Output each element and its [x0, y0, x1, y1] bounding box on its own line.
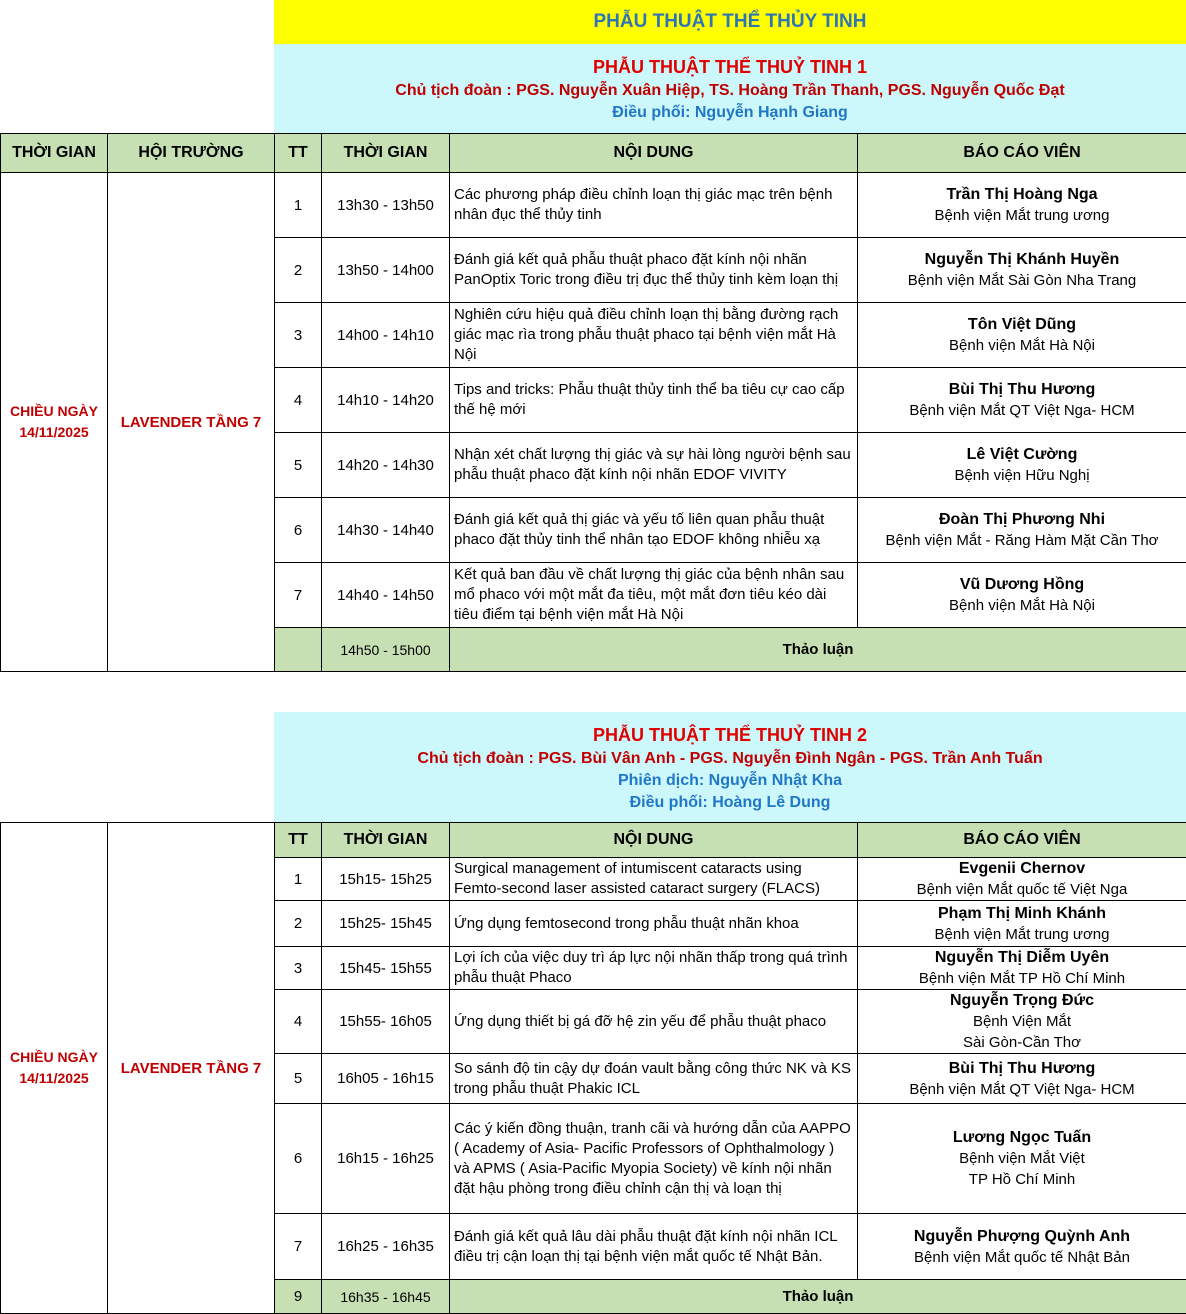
speaker-name: Phạm Thị Minh Khánh — [938, 904, 1106, 922]
col-header-time: THỜI GIAN — [1, 134, 108, 173]
row-time: 14h30 - 14h40 — [322, 498, 450, 563]
row-speaker — [858, 498, 1186, 563]
speaker-org: Sài Gòn-Cần Thơ — [963, 1034, 1081, 1051]
table-header-row — [1, 823, 1186, 858]
row-content: Kết quả ban đầu về chất lượng thị giác của bệnh nhân sau mổ phaco với một mắt đa tiêu, một mắt đơn tiêu kéo dài tiêu điểm tại bệnh viện mắt Hà Nội — [450, 563, 858, 628]
row-content: Ứng dụng femtosecond trong phẫu thuật nhãn khoa — [450, 901, 858, 947]
session-hall: LAVENDER TẦNG 7 — [108, 173, 275, 672]
row-number: 7 — [275, 563, 322, 628]
col-header-speaker: BÁO CÁO VIÊN — [858, 823, 1186, 858]
row-speaker — [858, 173, 1186, 238]
speaker-org: Bệnh viện Mắt trung ương — [934, 925, 1110, 943]
row-number: 6 — [275, 1104, 322, 1214]
row-time: 14h00 - 14h10 — [322, 303, 450, 368]
row-time: 14h40 - 14h50 — [322, 563, 450, 628]
speaker-org: Bệnh viện Mắt - Răng Hàm Mặt Cần Thơ — [885, 532, 1159, 549]
row-speaker — [858, 947, 1186, 990]
row-content: Lợi ích của việc duy trì áp lực nội nhãn thấp trong quá trình phẫu thuật Phaco — [450, 947, 858, 990]
row-content: Ứng dụng thiết bị gá đỡ hệ zin yếu để phẫu thuật phaco — [450, 990, 858, 1054]
session2-header — [274, 712, 1186, 822]
col-header-hall: HỘI TRƯỜNG — [108, 134, 275, 173]
col-header-time2: THỜI GIAN — [322, 134, 450, 173]
row-time: 14h10 - 14h20 — [322, 368, 450, 433]
row-number: 4 — [275, 368, 322, 433]
row-number: 7 — [275, 1214, 322, 1280]
speaker-name: Lương Ngọc Tuấn — [952, 1129, 1092, 1146]
row-content: Surgical management of intumiscent cataracts using Femto-second laser assisted cataract surgery (FLACS) — [450, 858, 858, 901]
col-header-tt: TT — [275, 823, 322, 858]
table-row — [1, 173, 1186, 238]
row-time: 14h20 - 14h30 — [322, 433, 450, 498]
session2-coordinator: Điều phối: Hoàng Lê Dung — [629, 794, 831, 811]
session1-coordinator: Điều phối: Nguyễn Hạnh Giang — [612, 104, 848, 121]
session1-title: PHẪU THUẬT THỂ THUỶ TINH 1 — [593, 57, 867, 77]
speaker-org: Bệnh viện Mắt quốc tế Việt Nga — [916, 881, 1128, 898]
speaker-org: Bệnh viện Mắt QT Việt Nga- HCM — [909, 402, 1135, 419]
session2-table — [0, 822, 1186, 1314]
speaker-org: Bệnh viện Mắt Hà Nội — [949, 337, 1095, 354]
session1-chair: Chủ tịch đoàn : PGS. Nguyễn Xuân Hiệp, TS. Hoàng Trần Thanh, PGS. Nguyễn Quốc Đạt — [395, 82, 1065, 99]
row-number: 5 — [275, 433, 322, 498]
speaker-name: Bùi Thị Thu Hương — [948, 1059, 1096, 1077]
session1-table — [0, 133, 1186, 672]
row-content: Đánh giá kết quả phẫu thuật phaco đặt kính nội nhãn PanOptix Toric trong điều trị đục thể thủy tinh kèm loạn thị — [450, 238, 858, 303]
session-day — [1, 823, 108, 1314]
row-number: 2 — [275, 238, 322, 303]
row-content: Các ý kiến đồng thuận, tranh cãi và hướng dẫn của AAPPO ( Academy of Asia- Pacific Professors of Ophthalmology ) và APMS ( Asia-Pacific Myopia Society) về kính nội nhãn đặt hậu phòng trong điều chỉnh cận thị và loạn thị — [450, 1104, 858, 1214]
col-header-content: NỘI DUNG — [450, 134, 858, 173]
row-number: 1 — [275, 858, 322, 901]
col-header-content: NỘI DUNG — [450, 823, 858, 858]
row-number: 6 — [275, 498, 322, 563]
speaker-name: Nguyễn Trọng Đức — [949, 992, 1095, 1009]
session1-header — [274, 44, 1186, 133]
row-content: Nghiên cứu hiệu quả điều chỉnh loạn thị bằng đường rạch giác mạc rìa trong phẫu thuật phaco tại bệnh viện mắt Hà Nội — [450, 303, 858, 368]
session2-interpreter: Phiên dịch: Nguyễn Nhật Kha — [617, 772, 842, 789]
speaker-name: Nguyễn Thị Diễm Uyên — [934, 949, 1110, 966]
session-day-line1: CHIỀU NGÀY — [10, 1049, 98, 1065]
row-speaker — [858, 1104, 1186, 1214]
discussion-number: 9 — [275, 1280, 322, 1314]
row-time: 13h30 - 13h50 — [322, 173, 450, 238]
speaker-org: TP Hồ Chí Minh — [968, 1171, 1076, 1188]
row-speaker — [858, 990, 1186, 1054]
speaker-org: Bệnh viện Mắt quốc tế Nhật Bản — [914, 1248, 1130, 1266]
col-header-tt: TT — [275, 134, 322, 173]
row-speaker — [858, 368, 1186, 433]
row-content: Tips and tricks: Phẫu thuật thủy tinh thể ba tiêu cự cao cấp thế hệ mới — [450, 368, 858, 433]
speaker-name: Nguyễn Thị Khánh Huyền — [924, 251, 1120, 268]
row-content: So sánh độ tin cậy dự đoán vault bằng công thức NK và KS trong phẫu thuật Phakic ICL — [450, 1054, 858, 1104]
row-number: 3 — [275, 947, 322, 990]
session-day — [1, 173, 108, 672]
row-speaker — [858, 238, 1186, 303]
speaker-name: Tôn Việt Dũng — [967, 316, 1077, 333]
row-content: Nhận xét chất lượng thị giác và sự hài lòng người bệnh sau phẫu thuật phaco đặt kính nội nhãn EDOF VIVITY — [450, 433, 858, 498]
row-time: 15h55- 16h05 — [322, 990, 450, 1054]
session2-title: PHẪU THUẬT THỂ THUỶ TINH 2 — [593, 725, 867, 745]
speaker-name: Nguyễn Phượng Quỳnh Anh — [913, 1227, 1131, 1245]
row-speaker — [858, 433, 1186, 498]
row-speaker — [858, 563, 1186, 628]
speaker-org: Bệnh viện Mắt Hà Nội — [949, 597, 1095, 614]
speaker-name: Evgenii Chernov — [958, 860, 1086, 877]
row-speaker — [858, 303, 1186, 368]
row-number: 3 — [275, 303, 322, 368]
speaker-org: Bệnh viện Mắt QT Việt Nga- HCM — [909, 1080, 1135, 1098]
discussion-number — [275, 628, 322, 672]
row-number: 4 — [275, 990, 322, 1054]
discussion-time: 16h35 - 16h45 — [322, 1280, 450, 1314]
row-time: 15h25- 15h45 — [322, 901, 450, 947]
row-time: 15h45- 15h55 — [322, 947, 450, 990]
row-time: 15h15- 15h25 — [322, 858, 450, 901]
speaker-name: Vũ Dương Hồng — [959, 576, 1085, 593]
speaker-name: Bùi Thị Thu Hương — [948, 381, 1096, 398]
row-time: 16h25 - 16h35 — [322, 1214, 450, 1280]
row-speaker — [858, 858, 1186, 901]
discussion-time: 14h50 - 15h00 — [322, 628, 450, 672]
speaker-org: Bệnh viện Hữu Nghị — [954, 467, 1090, 484]
speaker-org: Bệnh viện Mắt trung ương — [934, 207, 1110, 224]
row-speaker — [858, 1214, 1186, 1280]
row-time: 13h50 - 14h00 — [322, 238, 450, 303]
speaker-org: Bệnh Viện Mắt — [972, 1013, 1072, 1030]
row-content: Đánh giá kết quả lâu dài phẫu thuật đặt kính nội nhãn ICL điều trị cận loạn thị tại bệnh viện mắt quốc tế Nhật Bản. — [450, 1214, 858, 1280]
session2-chair: Chủ tịch đoàn : PGS. Bùi Vân Anh - PGS. Nguyễn Đình Ngân - PGS. Trần Anh Tuấn — [417, 750, 1043, 767]
row-time: 16h05 - 16h15 — [322, 1054, 450, 1104]
session-day-line1: CHIỀU NGÀY — [10, 403, 98, 419]
speaker-name: Lê Việt Cường — [966, 446, 1078, 463]
session-hall: LAVENDER TẦNG 7 — [108, 823, 275, 1314]
row-content: Các phương pháp điều chỉnh loạn thị giác mạc trên bệnh nhân đục thể thủy tinh — [450, 173, 858, 238]
speaker-org: Bệnh viện Mắt TP Hồ Chí Minh — [918, 970, 1126, 987]
discussion-label: Thảo luận — [450, 628, 1186, 672]
session-day-line2: 14/11/2025 — [19, 424, 89, 440]
row-speaker — [858, 1054, 1186, 1104]
row-content: Đánh giá kết quả thị giác và yếu tố liên quan phẫu thuật phaco đặt thủy tinh thể nhân tạo EDOF không nhiễu xạ — [450, 498, 858, 563]
col-header-time2: THỜI GIAN — [322, 823, 450, 858]
col-header-speaker: BÁO CÁO VIÊN — [858, 134, 1186, 173]
main-title-banner — [274, 0, 1186, 44]
row-number: 5 — [275, 1054, 322, 1104]
row-number: 2 — [275, 901, 322, 947]
row-speaker — [858, 901, 1186, 947]
speaker-name: Đoàn Thị Phương Nhi — [938, 511, 1106, 528]
speaker-name: Trần Thị Hoàng Nga — [946, 186, 1098, 203]
speaker-org: Bệnh viện Mắt Việt — [959, 1150, 1085, 1167]
row-number: 1 — [275, 173, 322, 238]
row-time: 16h15 - 16h25 — [322, 1104, 450, 1214]
discussion-label: Thảo luận — [450, 1280, 1186, 1314]
session-day-line2: 14/11/2025 — [19, 1070, 89, 1086]
speaker-org: Bệnh viện Mắt Sài Gòn Nha Trang — [907, 272, 1137, 289]
main-title: PHẪU THUẬT THỂ THỦY TINH — [593, 11, 867, 32]
